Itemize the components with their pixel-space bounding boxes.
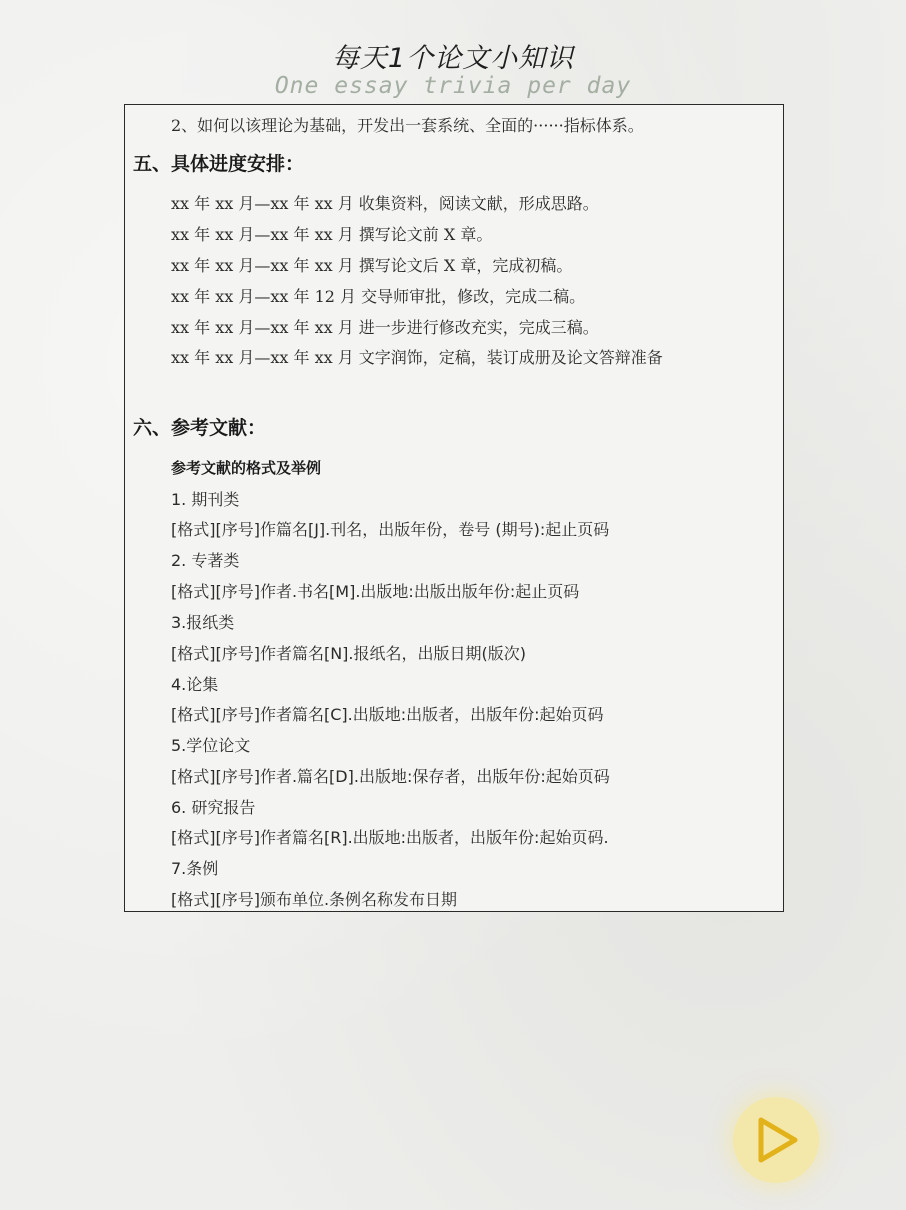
schedule-item: xx 年 xx 月—xx 年 xx 月 进一步进行修改充实，完成三稿。 xyxy=(171,318,599,337)
reference-format: [格式][序号]作者.篇名[D].出版地:保存者，出版年份:起始页码 xyxy=(171,767,610,786)
reference-type: 1. 期刊类 xyxy=(171,490,240,509)
reference-format: [格式][序号]颁布单位.条例名称发布日期 xyxy=(171,890,458,909)
reference-format: [格式][序号]作者篇名[C].出版地:出版者，出版年份:起始页码 xyxy=(171,705,604,724)
document-page xyxy=(124,104,784,912)
reference-format: [格式][序号]作者篇名[R].出版地:出版者，出版年份:起始页码. xyxy=(171,828,609,847)
page-subtitle: One essay trivia per day xyxy=(274,73,632,99)
section6-subheading: 参考文献的格式及举例 xyxy=(171,459,322,477)
reference-type: 5.学位论文 xyxy=(171,736,251,755)
schedule-item: xx 年 xx 月—xx 年 xx 月 撰写论文后 X 章，完成初稿。 xyxy=(171,256,573,275)
reference-type: 7.条例 xyxy=(171,859,219,878)
reference-type: 3.报纸类 xyxy=(171,613,235,632)
section6-heading: 六、参考文献： xyxy=(133,417,267,439)
intro-line: 2、如何以该理论为基础，开发出一套系统、全面的······指标体系。 xyxy=(171,116,644,135)
schedule-item: xx 年 xx 月—xx 年 xx 月 文字润饰，定稿，装订成册及论文答辩准备 xyxy=(171,348,663,367)
play-button[interactable] xyxy=(733,1097,819,1183)
schedule-item: xx 年 xx 月—xx 年 xx 月 收集资料，阅读文献，形成思路。 xyxy=(171,194,599,213)
reference-type: 6. 研究报告 xyxy=(171,798,256,817)
schedule-item: xx 年 xx 月—xx 年 12 月 交导师审批，修改，完成二稿。 xyxy=(171,287,586,306)
section5-heading: 五、具体进度安排： xyxy=(133,153,305,175)
reference-format: [格式][序号]作者篇名[N].报纸名，出版日期(版次) xyxy=(171,644,526,663)
play-icon xyxy=(755,1115,801,1165)
reference-type: 4.论集 xyxy=(171,675,219,694)
schedule-item: xx 年 xx 月—xx 年 xx 月 撰写论文前 X 章。 xyxy=(171,225,493,244)
reference-type: 2. 专著类 xyxy=(171,551,240,570)
reference-format: [格式][序号]作篇名[J].刊名，出版年份，卷号 (期号):起止页码 xyxy=(171,520,610,539)
reference-format: [格式][序号]作者.书名[M].出版地:出版出版年份:起止页码 xyxy=(171,582,580,601)
page-title: 每天1个论文小知识 xyxy=(331,43,575,74)
